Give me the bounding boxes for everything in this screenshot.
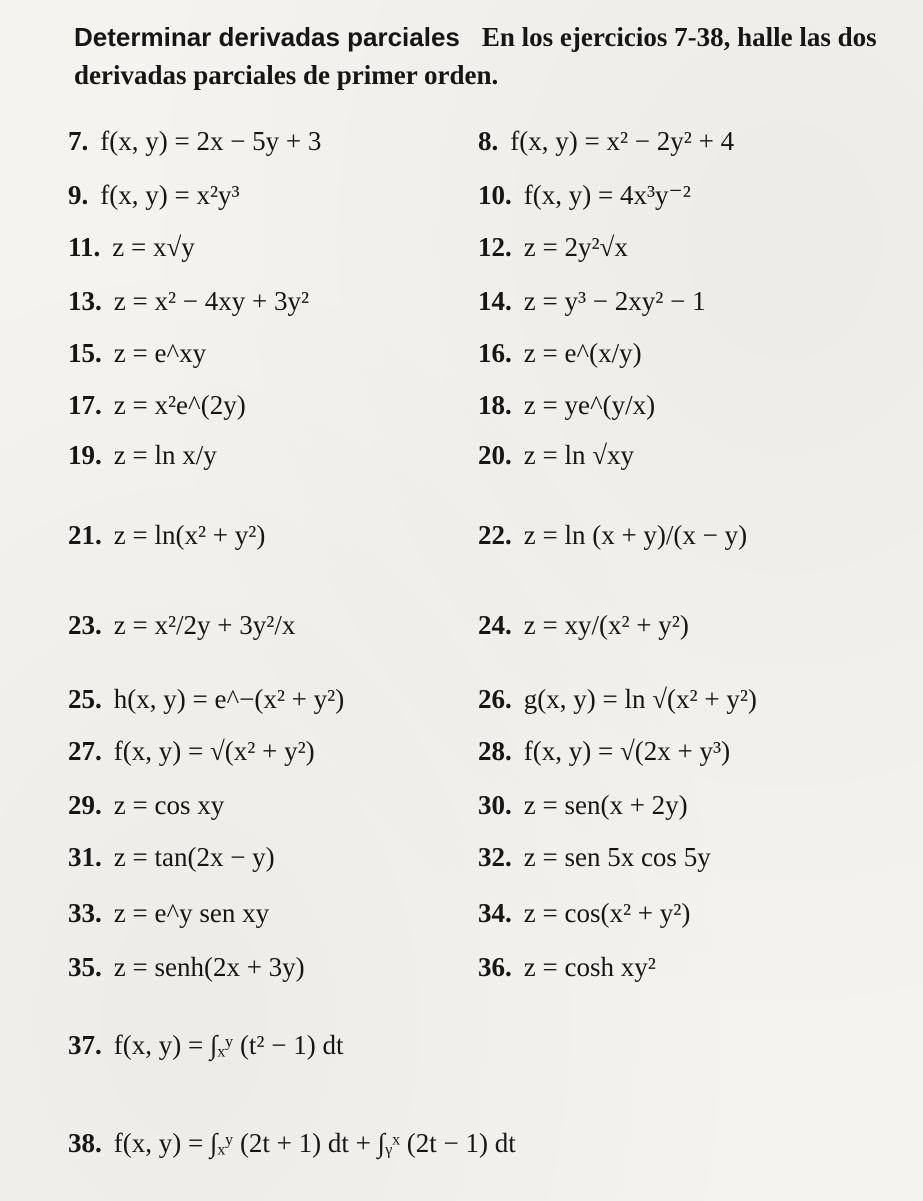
exercise-expression: g(x, y) = ln √(x² + y²) bbox=[523, 684, 757, 714]
exercise-20 bbox=[478, 440, 634, 471]
exercise-18 bbox=[478, 390, 655, 421]
exercise-expression: z = e^y sen xy bbox=[113, 898, 270, 928]
exercise-32 bbox=[478, 842, 711, 873]
exercise-number: 34. bbox=[478, 898, 512, 928]
exercise-number: 19. bbox=[68, 440, 102, 470]
exercise-number: 14. bbox=[478, 286, 512, 316]
exercise-expression: z = y³ − 2xy² − 1 bbox=[523, 286, 706, 316]
exercise-expression: z = x²e^(2y) bbox=[113, 390, 246, 420]
exercise-23 bbox=[68, 610, 295, 641]
exercise-number: 10. bbox=[478, 180, 512, 210]
exercise-expression: f(x, y) = ∫ₓʸ (t² − 1) dt bbox=[113, 1030, 344, 1060]
exercise-19 bbox=[68, 440, 217, 471]
exercise-25 bbox=[68, 684, 344, 715]
exercise-number: 9. bbox=[68, 180, 89, 210]
exercise-number: 31. bbox=[68, 842, 102, 872]
exercise-expression: z = 2y²√x bbox=[523, 232, 628, 262]
exercise-38 bbox=[68, 1128, 516, 1159]
exercise-number: 11. bbox=[68, 232, 101, 262]
exercise-number: 7. bbox=[68, 126, 89, 156]
exercise-number: 33. bbox=[68, 898, 102, 928]
exercise-35 bbox=[68, 952, 305, 983]
exercise-number: 28. bbox=[478, 736, 512, 766]
section-intro: En los ejercicios 7-38, halle las dos derivadas parciales de primer orden. bbox=[74, 22, 877, 90]
exercise-17 bbox=[68, 390, 246, 421]
exercise-expression: z = ln x/y bbox=[113, 440, 217, 470]
exercise-number: 17. bbox=[68, 390, 102, 420]
exercise-34 bbox=[478, 898, 690, 929]
exercise-number: 35. bbox=[68, 952, 102, 982]
exercise-16 bbox=[478, 338, 642, 369]
exercise-expression: z = ln(x² + y²) bbox=[113, 520, 266, 550]
exercise-number: 26. bbox=[478, 684, 512, 714]
exercise-expression: z = tan(2x − y) bbox=[113, 842, 275, 872]
exercise-expression: f(x, y) = 4x³y⁻² bbox=[523, 180, 691, 210]
exercise-expression: z = ln √xy bbox=[523, 440, 635, 470]
exercise-number: 8. bbox=[478, 126, 499, 156]
exercise-expression: z = cos xy bbox=[113, 790, 225, 820]
exercise-expression: z = cos(x² + y²) bbox=[523, 898, 691, 928]
exercise-expression: f(x, y) = 2x − 5y + 3 bbox=[100, 126, 322, 156]
exercise-number: 15. bbox=[68, 338, 102, 368]
exercise-expression: h(x, y) = e^−(x² + y²) bbox=[113, 684, 345, 714]
exercise-30 bbox=[478, 790, 688, 821]
exercise-28 bbox=[478, 736, 730, 767]
exercise-14 bbox=[478, 286, 706, 317]
exercise-number: 20. bbox=[478, 440, 512, 470]
exercise-31 bbox=[68, 842, 275, 873]
exercise-expression: z = xy/(x² + y²) bbox=[523, 610, 689, 640]
exercise-expression: z = e^(x/y) bbox=[523, 338, 642, 368]
exercise-number: 30. bbox=[478, 790, 512, 820]
exercise-29 bbox=[68, 790, 224, 821]
exercise-expression: f(x, y) = √(x² + y²) bbox=[113, 736, 315, 766]
exercise-number: 32. bbox=[478, 842, 512, 872]
exercise-expression: z = sen(x + 2y) bbox=[523, 790, 688, 820]
exercise-number: 27. bbox=[68, 736, 102, 766]
exercise-expression: z = senh(2x + 3y) bbox=[113, 952, 305, 982]
exercise-number: 23. bbox=[68, 610, 102, 640]
exercise-11 bbox=[68, 232, 195, 263]
exercise-number: 29. bbox=[68, 790, 102, 820]
exercise-expression: z = ln (x + y)/(x − y) bbox=[523, 520, 748, 550]
exercise-number: 22. bbox=[478, 520, 512, 550]
exercise-expression: z = sen 5x cos 5y bbox=[523, 842, 711, 872]
exercise-22 bbox=[478, 520, 747, 551]
exercise-number: 38. bbox=[68, 1128, 102, 1158]
exercise-expression: f(x, y) = x² − 2y² + 4 bbox=[510, 126, 735, 156]
exercise-number: 16. bbox=[478, 338, 512, 368]
exercise-expression: f(x, y) = x²y³ bbox=[100, 180, 240, 210]
section-title: Determinar derivadas parciales bbox=[74, 22, 460, 52]
exercise-24 bbox=[478, 610, 689, 641]
exercise-26 bbox=[478, 684, 757, 715]
exercise-expression: z = x² − 4xy + 3y² bbox=[113, 286, 310, 316]
exercise-13 bbox=[68, 286, 309, 317]
exercise-expression: f(x, y) = √(2x + y³) bbox=[523, 736, 731, 766]
exercise-number: 37. bbox=[68, 1030, 102, 1060]
exercise-number: 36. bbox=[478, 952, 512, 982]
exercise-36 bbox=[478, 952, 656, 983]
exercise-12 bbox=[478, 232, 628, 263]
exercise-number: 13. bbox=[68, 286, 102, 316]
exercise-27 bbox=[68, 736, 315, 767]
exercise-7 bbox=[68, 126, 321, 157]
exercise-expression: z = e^xy bbox=[113, 338, 207, 368]
exercise-15 bbox=[68, 338, 206, 369]
exercise-expression: z = cosh xy² bbox=[523, 952, 656, 982]
exercise-number: 24. bbox=[478, 610, 512, 640]
exercise-expression: z = x²/2y + 3y²/x bbox=[113, 610, 296, 640]
exercise-10 bbox=[478, 180, 691, 211]
exercise-8 bbox=[478, 126, 734, 157]
exercise-9 bbox=[68, 180, 240, 211]
exercise-number: 21. bbox=[68, 520, 102, 550]
exercise-33 bbox=[68, 898, 269, 929]
exercise-number: 18. bbox=[478, 390, 512, 420]
exercise-21 bbox=[68, 520, 265, 551]
exercise-heading bbox=[74, 18, 904, 94]
exercise-number: 12. bbox=[478, 232, 512, 262]
exercise-number: 25. bbox=[68, 684, 102, 714]
exercise-expression: z = ye^(y/x) bbox=[523, 390, 656, 420]
exercise-37 bbox=[68, 1030, 344, 1061]
exercise-expression: f(x, y) = ∫ₓʸ (2t + 1) dt + ∫ᵧˣ (2t − 1) dt bbox=[113, 1128, 516, 1158]
exercise-expression: z = x√y bbox=[112, 232, 195, 262]
